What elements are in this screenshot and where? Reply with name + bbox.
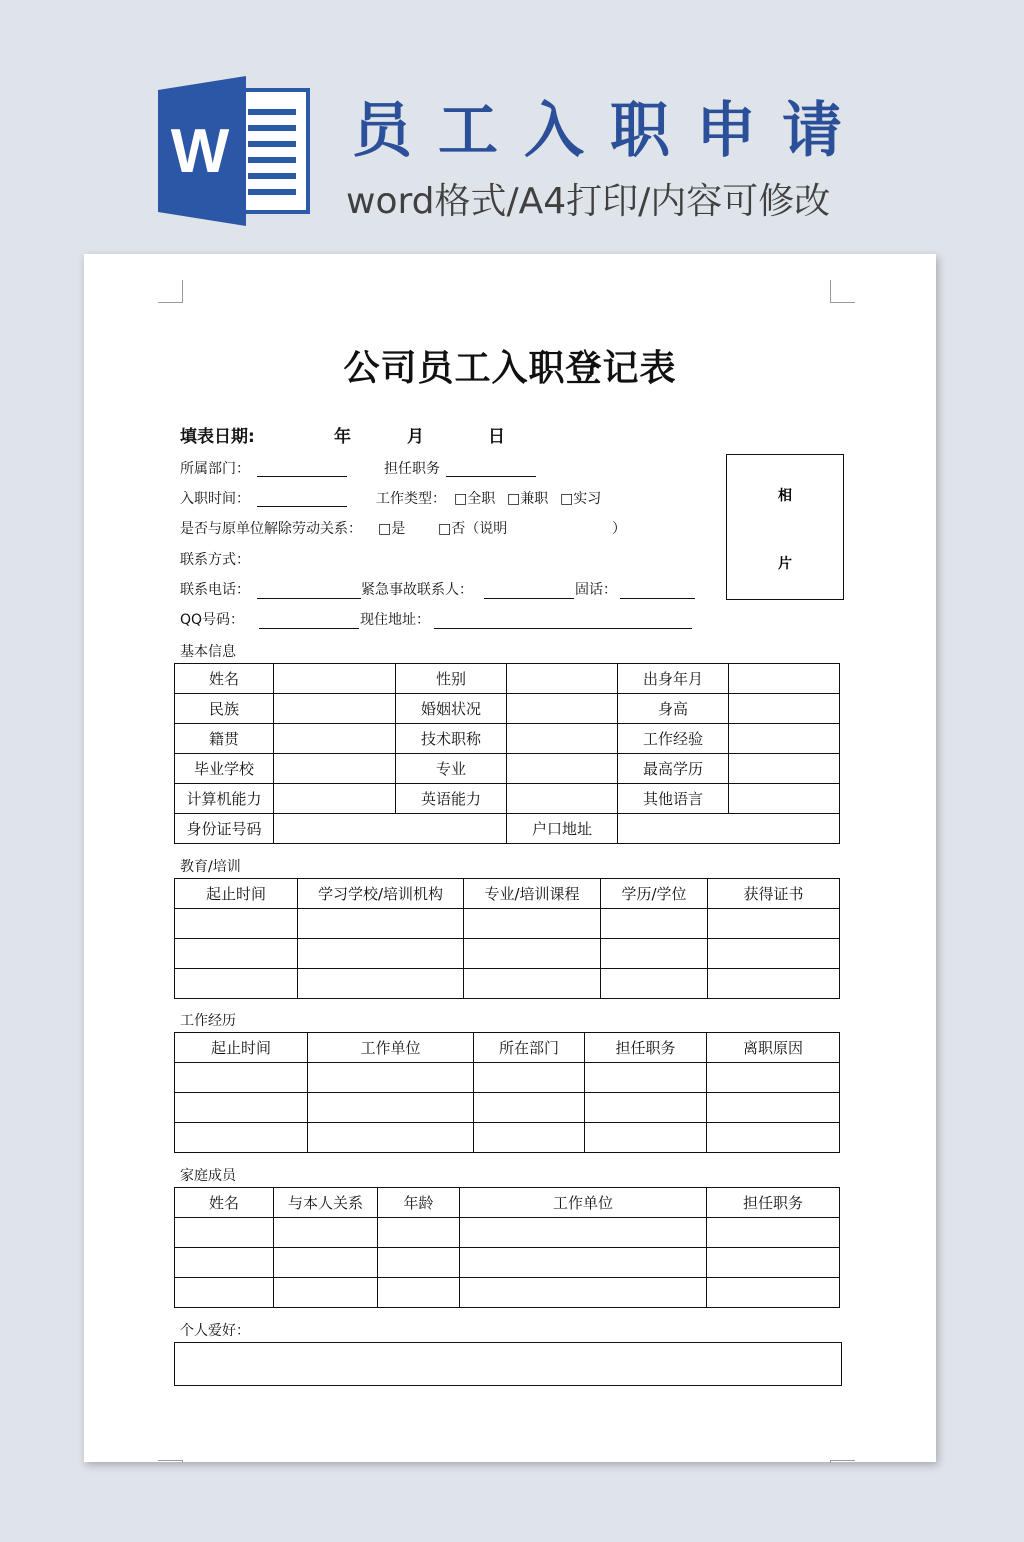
hobby-field[interactable]	[174, 1342, 842, 1386]
fill-date-label: 填表日期:	[180, 427, 255, 447]
input-cell[interactable]	[308, 1123, 474, 1153]
emergency-label: 紧急事故联系人：	[361, 582, 473, 598]
work-type-parttime-checkbox[interactable]: □兼职	[507, 491, 549, 507]
table-row	[175, 969, 840, 999]
table-cell: 最高学历	[618, 754, 729, 784]
input-cell[interactable]	[507, 754, 618, 784]
terminated-no-checkbox[interactable]: □否（说明	[438, 521, 508, 537]
table-header: 离职原因	[707, 1033, 840, 1063]
input-cell[interactable]	[708, 939, 840, 969]
table-cell: 专业	[396, 754, 507, 784]
photo-label-2: 片	[778, 556, 792, 572]
address-label: 现住地址：	[360, 612, 430, 628]
address-field[interactable]	[434, 628, 692, 629]
close-paren: ）	[612, 521, 626, 537]
input-cell[interactable]	[474, 1063, 585, 1093]
input-cell[interactable]	[308, 1063, 474, 1093]
table-cell: 毕业学校	[175, 754, 274, 784]
family-label: 家庭成员	[180, 1168, 236, 1184]
input-cell[interactable]	[274, 1278, 378, 1308]
table-row	[175, 1063, 840, 1093]
input-cell[interactable]	[707, 1248, 840, 1278]
input-cell[interactable]	[308, 1093, 474, 1123]
input-cell[interactable]	[274, 754, 396, 784]
margin-mark	[158, 1460, 183, 1463]
input-cell[interactable]	[507, 664, 618, 694]
input-cell[interactable]	[298, 939, 464, 969]
table-row	[175, 939, 840, 969]
photo-box[interactable]	[726, 454, 844, 600]
table-header: 姓名	[175, 1188, 274, 1218]
input-cell[interactable]	[378, 1278, 460, 1308]
margin-mark	[830, 280, 855, 303]
input-cell[interactable]	[507, 724, 618, 754]
input-cell[interactable]	[708, 909, 840, 939]
photo-label-1: 相	[778, 488, 792, 504]
table-header: 专业/培训课程	[464, 879, 601, 909]
position-field[interactable]	[446, 476, 536, 477]
table-row	[175, 754, 840, 784]
input-cell[interactable]	[507, 694, 618, 724]
table-header: 获得证书	[708, 879, 840, 909]
table-cell: 技术职称	[396, 724, 507, 754]
table-header: 担任职务	[585, 1033, 707, 1063]
education-label: 教育/培训	[180, 859, 241, 875]
year-label: 年	[334, 427, 351, 447]
input-cell[interactable]	[298, 969, 464, 999]
input-cell[interactable]	[274, 724, 396, 754]
input-cell[interactable]	[464, 939, 601, 969]
input-cell[interactable]	[729, 724, 840, 754]
input-cell[interactable]	[601, 909, 708, 939]
input-cell[interactable]	[175, 1093, 308, 1123]
basic-info-table	[174, 663, 840, 844]
table-cell: 民族	[175, 694, 274, 724]
input-cell[interactable]	[378, 1248, 460, 1278]
family-table	[174, 1187, 840, 1308]
input-cell[interactable]	[729, 784, 840, 814]
input-cell[interactable]	[274, 694, 396, 724]
table-cell: 婚姻状况	[396, 694, 507, 724]
table-cell: 户口地址	[507, 814, 618, 844]
table-header: 起止时间	[175, 1033, 308, 1063]
table-cell: 工作经验	[618, 724, 729, 754]
input-cell[interactable]	[175, 1278, 274, 1308]
table-header: 年龄	[378, 1188, 460, 1218]
input-cell[interactable]	[378, 1218, 460, 1248]
input-cell[interactable]	[708, 969, 840, 999]
phone-label: 联系电话：	[180, 582, 250, 598]
banner-title: 员工入职申请	[352, 96, 868, 166]
qq-label: QQ号码：	[180, 612, 245, 628]
dept-label: 所属部门：	[180, 461, 250, 477]
input-cell[interactable]	[274, 1248, 378, 1278]
input-cell[interactable]	[729, 664, 840, 694]
table-header: 与本人关系	[274, 1188, 378, 1218]
table-cell: 身高	[618, 694, 729, 724]
table-cell: 姓名	[175, 664, 274, 694]
input-cell[interactable]	[298, 909, 464, 939]
table-cell: 计算机能力	[175, 784, 274, 814]
day-label: 日	[488, 427, 505, 447]
table-row	[175, 1218, 840, 1248]
table-header: 起止时间	[175, 879, 298, 909]
work-type-intern-checkbox[interactable]: □实习	[560, 491, 602, 507]
table-header: 所在部门	[474, 1033, 585, 1063]
banner-subtitle: word格式/A4打印/内容可修改	[346, 181, 831, 222]
input-cell[interactable]	[729, 754, 840, 784]
input-cell[interactable]	[274, 664, 396, 694]
form-title: 公司员工入职登记表	[343, 347, 677, 389]
input-cell[interactable]	[585, 1063, 707, 1093]
input-cell[interactable]	[601, 939, 708, 969]
table-header: 学习学校/培训机构	[298, 879, 464, 909]
landline-label: 固话：	[575, 582, 617, 598]
input-cell[interactable]	[175, 969, 298, 999]
join-time-label: 入职时间：	[180, 491, 250, 507]
table-row	[175, 724, 840, 754]
work-type-fulltime-checkbox[interactable]: □全职	[454, 491, 496, 507]
word-icon-letter: W	[170, 117, 230, 186]
month-label: 月	[407, 427, 424, 447]
table-header: 工作单位	[308, 1033, 474, 1063]
table-header-row	[175, 879, 840, 909]
word-document-icon	[158, 76, 310, 226]
input-cell[interactable]	[175, 1063, 308, 1093]
input-cell[interactable]	[460, 1218, 707, 1248]
input-cell[interactable]	[175, 939, 298, 969]
table-cell: 其他语言	[618, 784, 729, 814]
input-cell[interactable]	[175, 1248, 274, 1278]
table-row	[175, 1123, 840, 1153]
input-cell[interactable]	[464, 909, 601, 939]
table-row	[175, 1248, 840, 1278]
qq-field[interactable]	[259, 628, 359, 629]
input-cell[interactable]	[585, 1093, 707, 1123]
table-cell: 籍贯	[175, 724, 274, 754]
table-header-row	[175, 1188, 840, 1218]
id-input-cell[interactable]	[274, 814, 507, 844]
input-cell[interactable]	[601, 969, 708, 999]
input-cell[interactable]	[585, 1123, 707, 1153]
input-cell[interactable]	[707, 1218, 840, 1248]
table-header: 担任职务	[707, 1188, 840, 1218]
table-row	[175, 664, 840, 694]
input-cell[interactable]	[460, 1248, 707, 1278]
dept-field[interactable]	[257, 476, 347, 477]
table-header: 工作单位	[460, 1188, 707, 1218]
table-cell: 英语能力	[396, 784, 507, 814]
emergency-field[interactable]	[484, 598, 574, 599]
table-header: 学历/学位	[601, 879, 708, 909]
table-row	[175, 909, 840, 939]
hukou-input-cell[interactable]	[618, 814, 840, 844]
contact-label: 联系方式：	[180, 552, 250, 568]
table-header-row	[175, 1033, 840, 1063]
margin-mark	[830, 1460, 855, 1463]
input-cell[interactable]	[464, 969, 601, 999]
table-cell: 性别	[396, 664, 507, 694]
input-cell[interactable]	[175, 1218, 274, 1248]
input-cell[interactable]	[707, 1063, 840, 1093]
input-cell[interactable]	[474, 1123, 585, 1153]
table-row	[175, 784, 840, 814]
input-cell[interactable]	[460, 1278, 707, 1308]
phone-field[interactable]	[257, 598, 361, 599]
input-cell[interactable]	[707, 1123, 840, 1153]
work-history-table	[174, 1032, 840, 1153]
basic-info-label: 基本信息	[180, 644, 236, 660]
input-cell[interactable]	[474, 1093, 585, 1123]
work-type-label: 工作类型：	[376, 491, 446, 507]
table-row	[175, 1278, 840, 1308]
terminated-label: 是否与原单位解除劳动关系：	[180, 521, 362, 537]
document-page	[84, 254, 936, 1462]
input-cell[interactable]	[274, 784, 396, 814]
table-cell: 出身年月	[618, 664, 729, 694]
join-time-field[interactable]	[257, 506, 347, 507]
education-table	[174, 878, 840, 999]
terminated-yes-checkbox[interactable]: □是	[378, 521, 406, 537]
input-cell[interactable]	[507, 784, 618, 814]
input-cell[interactable]	[274, 1218, 378, 1248]
input-cell[interactable]	[707, 1278, 840, 1308]
table-row	[175, 1093, 840, 1123]
input-cell[interactable]	[175, 909, 298, 939]
work-history-label: 工作经历	[180, 1013, 236, 1029]
table-row	[175, 694, 840, 724]
table-cell: 身份证号码	[175, 814, 274, 844]
landline-field[interactable]	[620, 598, 695, 599]
position-label: 担任职务	[384, 461, 440, 477]
hobby-label: 个人爱好：	[180, 1323, 250, 1339]
margin-mark	[158, 280, 183, 303]
table-row	[175, 814, 840, 844]
input-cell[interactable]	[729, 694, 840, 724]
input-cell[interactable]	[707, 1093, 840, 1123]
input-cell[interactable]	[175, 1123, 308, 1153]
